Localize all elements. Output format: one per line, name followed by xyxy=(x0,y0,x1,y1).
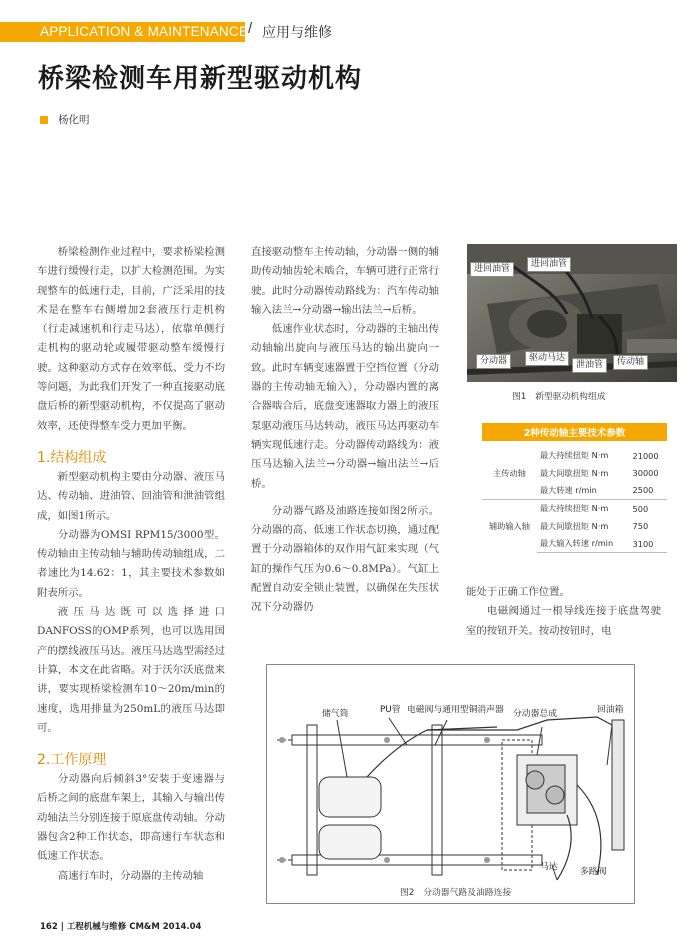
param-cell: 最大转速 r/min xyxy=(539,484,597,495)
label-transfer-case: 分动器 xyxy=(476,354,511,369)
figure-2-caption: 图2 分动器气路及油路连接 xyxy=(400,888,512,898)
param-cell: 最大间歇扭矩 N·m xyxy=(539,520,609,531)
label-solenoid-muffler: 电磁阀与通用型铜消声器 xyxy=(407,705,504,715)
figure-2-diagram xyxy=(266,664,635,904)
label-drive-shaft: 传动轴 xyxy=(613,355,648,370)
group-aux-shaft: 辅助输入轴 xyxy=(482,500,537,553)
paragraph-air-oil: 分动器气路及油路连接如图2所示。分动器的高、低速工作状态切换，通过配置于分动器箱体的双作用气缸来实现（气缸的操作气压为0.6～0.8MPa）。气缸上配置自动安全锁止装置，以确保在失压状况下分动器仍 xyxy=(251,504,439,614)
label-drive-motor: 驱动马达 xyxy=(525,351,569,366)
header-slash: / xyxy=(248,20,253,37)
column-2 xyxy=(251,243,439,618)
label-inlet-pipe: 进回油管 xyxy=(470,262,514,277)
column-3 xyxy=(466,583,661,641)
paragraph-principle: 分动器向后倾斜3°安装于变速器与后桥之间的底盘车架上，其输入与输出传动轴法兰分别连接于原底盘传动轴。分动器包含2种工作状态，即高速行车状态和低速工作状态。 xyxy=(37,773,225,863)
value-cell: 21000 xyxy=(632,450,659,461)
param-cell: 最大持续扭矩 N·m xyxy=(537,500,630,518)
table-row xyxy=(482,447,667,464)
value-cell: 500 xyxy=(630,500,667,518)
value-cell: 3100 xyxy=(630,535,667,553)
article-title: 桥梁检测车用新型驱动机构 xyxy=(38,64,363,94)
paragraph-position: 能处于正确工作位置。 xyxy=(466,586,570,598)
label-return-pipe: 进回油管 xyxy=(527,257,571,272)
air-oil-circuit-drawing xyxy=(267,665,634,903)
group-main-shaft: 主传动轴 xyxy=(493,467,526,478)
paragraph-intro: 桥梁检测作业过程中，要求桥梁检测车进行缓慢行走，以扩大检测范围。为实现整车的低速行走，目前，广泛采用的技术是在整车右侧增加2套液压行走机构（行走减速机和行走马达），依靠单侧行走机构的驱动轮或履带驱动整车缓慢行驶。这种驱动方式存在效率低、受力不均等问题，为此我们开发了一种直接驱动底盘后桥的新型驱动机构，不仅提高了驱动效率，还使得整车受力更加平衡。 xyxy=(37,246,225,432)
value-cell: 2500 xyxy=(632,485,654,496)
paragraph-transfer-case: 分动器为OMSI RPM15/3000型。传动轴由主传动轴与辅助传动轴组成，二者速比为14.62：1，其主要技术参数如附表所示。 xyxy=(37,528,225,599)
value-cell: 30000 xyxy=(632,468,659,479)
label-multiway-valve: 多路阀 xyxy=(580,867,607,877)
paragraph-highspeed: 高速行车时，分动器的主传动轴 xyxy=(57,869,204,882)
figure-1-caption: 图1 新型驱动机构组成 xyxy=(512,392,606,402)
author-name: 杨化明 xyxy=(58,114,90,126)
spec-table xyxy=(482,423,667,553)
label-motor: 马达 xyxy=(540,862,558,872)
heading-principle: 2.工作原理 xyxy=(37,752,107,769)
label-return-tank: 回油箱 xyxy=(597,705,624,715)
label-drain-pipe: 泄油管 xyxy=(572,358,607,373)
param-cell: 最大输入转速 r/min xyxy=(537,535,630,553)
paragraph-solenoid: 电磁阀通过一根导线连接于底盘驾驶室的按钮开关。按动按钮时，电 xyxy=(466,605,661,637)
label-transfer-assembly: 分动器总成 xyxy=(513,709,557,719)
column-1 xyxy=(37,243,225,886)
heading-structure: 1.结构组成 xyxy=(37,449,107,466)
value-cell: 750 xyxy=(632,521,649,532)
table-row xyxy=(482,500,667,518)
param-cell: 最大间歇扭矩 N·m xyxy=(539,467,609,478)
label-pu-pipe: PU管 xyxy=(380,705,401,715)
table-title: 2种传动轴主要技术参数 xyxy=(482,423,667,441)
section-label-en: APPLICATION & MAINTENANCE xyxy=(40,24,249,39)
author-marker xyxy=(40,116,48,124)
figure-1-photo xyxy=(467,244,677,382)
label-air-tank: 储气筒 xyxy=(322,709,349,719)
paragraph-highspeed-cont: 直接驱动整车主传动轴，分动器一侧的辅助传动轴齿轮未啮合，车辆可进行正常行驶。此时分动器传动路线为：汽车传动轴输入法兰→分动器→输出法兰→后桥。 xyxy=(251,246,439,316)
page-footer: 162 | 工程机械与维修 CM&M 2014.04 xyxy=(40,922,202,932)
paragraph-lowspeed: 低速作业状态时，分动器的主轴出传动轴输出旋向与液压马达的输出旋向一致。此时车辆变速器置于空挡位置（分动器的主传动轴无输入），分动器内置的离合器啮合后，底盘变速器取力器上的液压泵驱动液压马达转动，液压马达再驱动车辆实现低速行走。分动器传动路线为：液压马达输入法兰→分动器→输出法兰→后桥。 xyxy=(251,323,439,490)
paragraph-structure: 新型驱动机构主要由分动器、液压马达、传动轴、进油管、回油管和泄油管组成，如图1所示。 xyxy=(37,470,225,522)
section-label-cn: 应用与维修 xyxy=(262,25,332,41)
param-cell: 最大持续扭矩 N·m xyxy=(539,450,609,461)
paragraph-motor: 液压马达既可以选择进口DANFOSS的OMP系列，也可以选用国产的摆线液压马达。液压马达选型需经过计算，本文在此省略。对于沃尔沃底盘来讲，要实现桥梁检测车10～20m/min的速度，选用排量为250mL的液压马达即可。 xyxy=(37,606,225,734)
